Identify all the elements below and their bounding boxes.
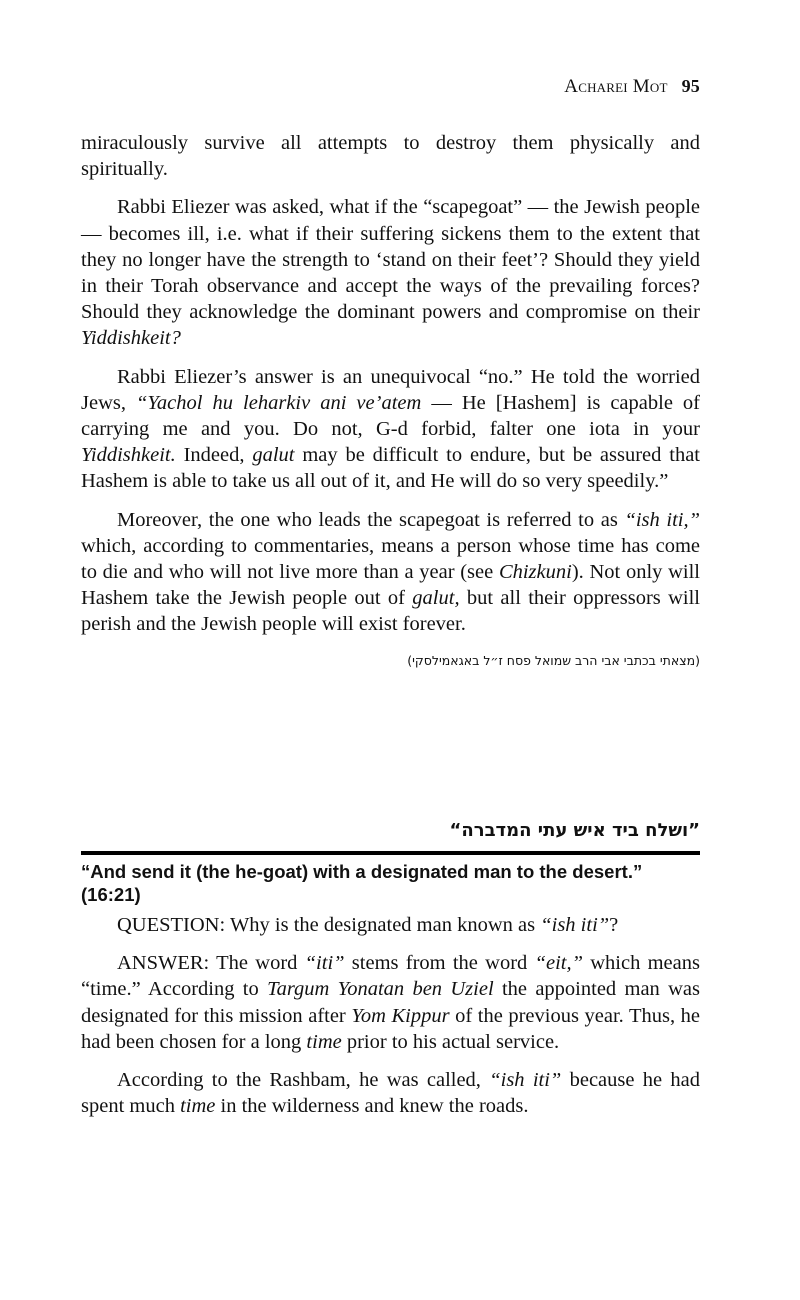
text-run: QUESTION: Why is the designated man known as xyxy=(117,914,541,936)
paragraph xyxy=(81,912,700,938)
italic-text: time xyxy=(306,1030,342,1053)
text-run: which means “time.” According to xyxy=(81,952,700,1001)
text-run: which, according to commentaries, means a person whose time has come to die and who will not live more than a year (see xyxy=(81,534,700,584)
text-run: in the wilderness and knew the roads. xyxy=(215,1095,529,1118)
italic-text: galut, xyxy=(412,587,460,610)
italic-text: time xyxy=(180,1095,216,1118)
paragraph xyxy=(81,950,700,1055)
paragraph xyxy=(81,507,700,638)
paragraph xyxy=(81,1067,700,1119)
italic-text: “Yachol hu leharkiv ani ve’atem xyxy=(136,391,422,414)
text-run: because he had spent much xyxy=(81,1069,701,1118)
hebrew-verse-heading: ”ושלח ביד איש עתי המדברה“ xyxy=(449,820,700,841)
text-run: — He [Hashem] is capable of carrying me and you. Do not, G-d forbid, falter one iota in your xyxy=(81,391,701,441)
english-verse-heading: “And send it (the he-goat) with a designated man to the desert.” (16:21) xyxy=(81,861,643,905)
section-2-body xyxy=(81,912,700,1131)
text-run: Indeed, xyxy=(175,444,253,467)
text-run: the appointed man was designated for this mission after xyxy=(81,978,700,1027)
running-head xyxy=(564,76,700,98)
text-run: Moreover, the one who leads the scapegoat is referred to as xyxy=(117,508,625,531)
italic-text: “ish iti” xyxy=(489,1069,562,1092)
italic-text: Yiddishkeit. xyxy=(81,444,176,467)
text-run: prior to his actual service. xyxy=(341,1030,560,1053)
paragraph xyxy=(81,364,700,495)
text-run: stems from the word xyxy=(344,952,535,975)
paragraph xyxy=(81,130,700,182)
text-run: ANSWER: The word xyxy=(117,952,305,975)
italic-text: galut xyxy=(252,444,295,467)
italic-text: Targum Yonatan ben Uziel xyxy=(267,978,494,1001)
page-number: 95 xyxy=(681,76,700,96)
text-run: but all their oppressors will perish and the Jewish people will exist forever. xyxy=(81,587,700,636)
hebrew-source-note: (מצאתי בכתבי אבי הרב שמואל פסח ז״ל באגאמילסקי) xyxy=(407,652,700,668)
italic-text: “iti” xyxy=(304,952,345,975)
italic-text: “eit,” xyxy=(534,952,583,975)
text-run: ? xyxy=(609,914,619,936)
text-run: ). Not only will Hashem take the Jewish people out of xyxy=(81,561,700,610)
paragraph xyxy=(81,194,700,351)
italic-text: “ish iti” xyxy=(540,914,610,936)
heading-rule xyxy=(81,851,700,855)
text-run: Rabbi Eliezer was asked, what if the “scapegoat” — the Jewish people — becomes ill, i.e. what if their suffering sickens them to the extent that they no longer have the strength to ‘stand on their feet’? Should they yield in their Torah observance and accept the ways of the prevailing forces? Should they acknowledge the dominant powers and compromise on their xyxy=(81,196,700,324)
italic-text: Yom Kippur xyxy=(351,1004,450,1027)
italic-text: “ish iti,” xyxy=(624,508,700,531)
section-1-body xyxy=(81,130,700,674)
chapter-title: Acharei Mot xyxy=(564,76,668,97)
text-run: According to the Rashbam, he was called, xyxy=(117,1069,490,1092)
italic-text: Yiddishkeit? xyxy=(81,327,181,350)
text-run: Rabbi Eliezer’s answer is an unequivocal “no.” He told the worried Jews, xyxy=(81,365,700,414)
text-run: miraculously survive all attempts to destroy them physically and spiritually. xyxy=(81,132,700,181)
italic-text: Chizkuni xyxy=(498,561,572,584)
text-run: may be difficult to endure, but be assured that Hashem is able to take us all out of it, and He will do so very speedily.” xyxy=(81,444,700,493)
text-run: of the previous year. Thus, he had been chosen for a long xyxy=(81,1004,701,1053)
